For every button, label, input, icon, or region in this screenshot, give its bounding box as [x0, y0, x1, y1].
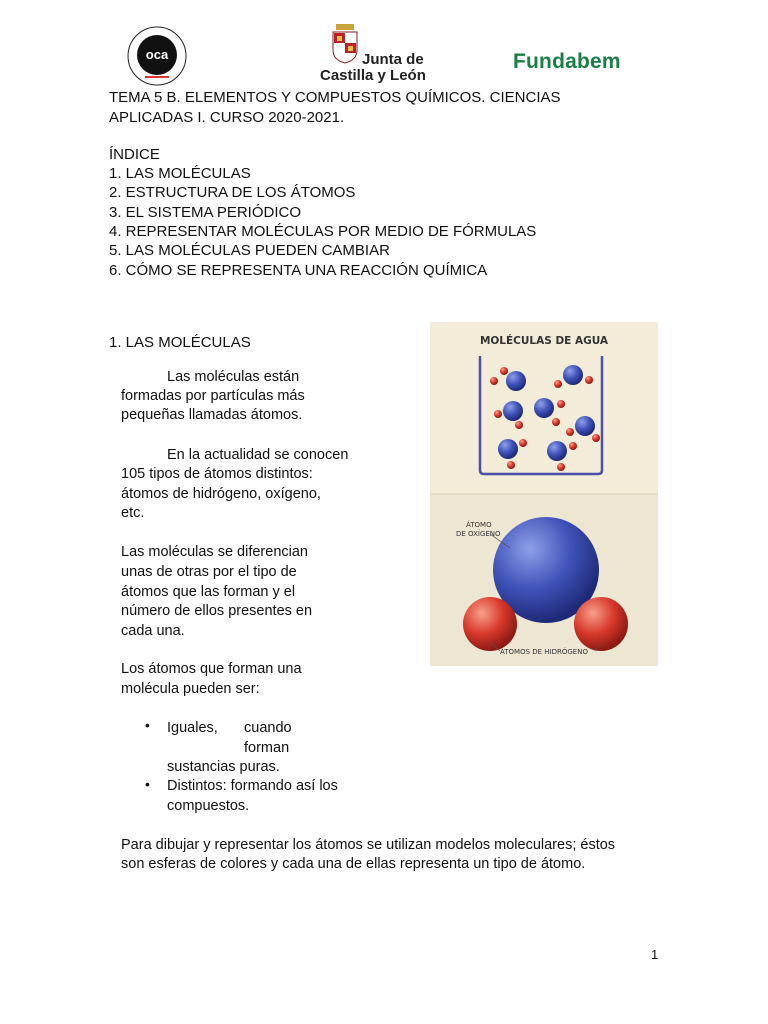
svg-text:ÁTOMO: ÁTOMO: [466, 521, 492, 529]
bullet-text: compuestos.: [167, 798, 250, 814]
paragraph-line: Las moléculas se diferencian: [121, 544, 308, 560]
paragraph-line: Las moléculas están: [167, 369, 300, 385]
index-item: 5. LAS MOLÉCULAS PUEDEN CAMBIAR: [109, 242, 390, 259]
jcyl-line2: Castilla y León: [320, 67, 426, 84]
paragraph-line: átomos de hidrógeno, oxígeno,: [121, 486, 321, 502]
paragraph-line: unas de otras por el tipo de: [121, 564, 297, 580]
paragraph-line: Para dibujar y representar los átomos se utilizan modelos moleculares; éstos: [121, 837, 616, 853]
fundabem-logo: Fundabem: [513, 50, 621, 73]
paragraph-line: Los átomos que forman una: [121, 661, 302, 677]
index-item: 2. ESTRUCTURA DE LOS ÁTOMOS: [109, 184, 356, 201]
junta-castilla-leon-logo: [320, 24, 436, 86]
paragraph-line: formadas por partículas más: [121, 388, 305, 404]
index-item: 4. REPRESENTAR MOLÉCULAS POR MEDIO DE FÓRMULAS: [109, 223, 537, 240]
svg-text:DE OXÍGENO: DE OXÍGENO: [456, 530, 501, 538]
doc-title-line2: APLICADAS I. CURSO 2020-2021.: [109, 109, 345, 126]
figure-title: MOLÉCULAS DE AGUA: [479, 335, 609, 347]
paragraph-line: 105 tipos de átomos distintos:: [121, 466, 313, 482]
index-item: 3. EL SISTEMA PERIÓDICO: [109, 204, 301, 221]
doc-title-line1: TEMA 5 B. ELEMENTOS Y COMPUESTOS QUÍMICOS. CIENCIAS: [109, 89, 561, 106]
oca-logo: [127, 26, 187, 86]
water-molecules-illustration: [430, 322, 658, 666]
paragraph-line: pequeñas llamadas átomos.: [121, 407, 303, 423]
paragraph-line: son esferas de colores y cada una de ellas representa un tipo de átomo.: [121, 856, 586, 872]
hydrogen-atom: [463, 597, 517, 651]
svg-text:ÁTOMOS DE HIDRÓGENO: ÁTOMOS DE HIDRÓGENO: [500, 648, 588, 656]
section-heading: 1. LAS MOLÉCULAS: [109, 334, 251, 351]
bullet-icon: •: [145, 717, 150, 733]
bullet-text: Iguales,: [167, 720, 218, 736]
hydrogen-atom: [574, 597, 628, 651]
water-molecules-figure: [430, 322, 658, 666]
svg-text:oca: oca: [145, 47, 169, 62]
index-item: 1. LAS MOLÉCULAS: [109, 165, 251, 182]
paragraph-line: átomos que las forman y el: [121, 584, 296, 600]
paragraph-line: cada una.: [121, 623, 185, 639]
paragraph-line: número de ellos presentes en: [121, 603, 313, 619]
paragraph-line: molécula pueden ser:: [121, 681, 260, 697]
page-number: 1: [651, 947, 659, 962]
bullet-text: forman: [244, 740, 290, 756]
bullet-text: Distintos: formando así los: [167, 778, 338, 794]
bullet-icon: •: [145, 776, 150, 792]
bullet-text: cuando: [244, 720, 292, 736]
paragraph-line: En la actualidad se conocen: [167, 447, 349, 463]
paragraph-line: etc.: [121, 505, 145, 521]
bullet-text: sustancias puras.: [167, 759, 280, 775]
jcyl-line1: Junta de: [362, 51, 424, 68]
index-heading: ÍNDICE: [109, 146, 160, 163]
index-item: 6. CÓMO SE REPRESENTA UNA REACCIÓN QUÍMICA: [109, 262, 488, 279]
